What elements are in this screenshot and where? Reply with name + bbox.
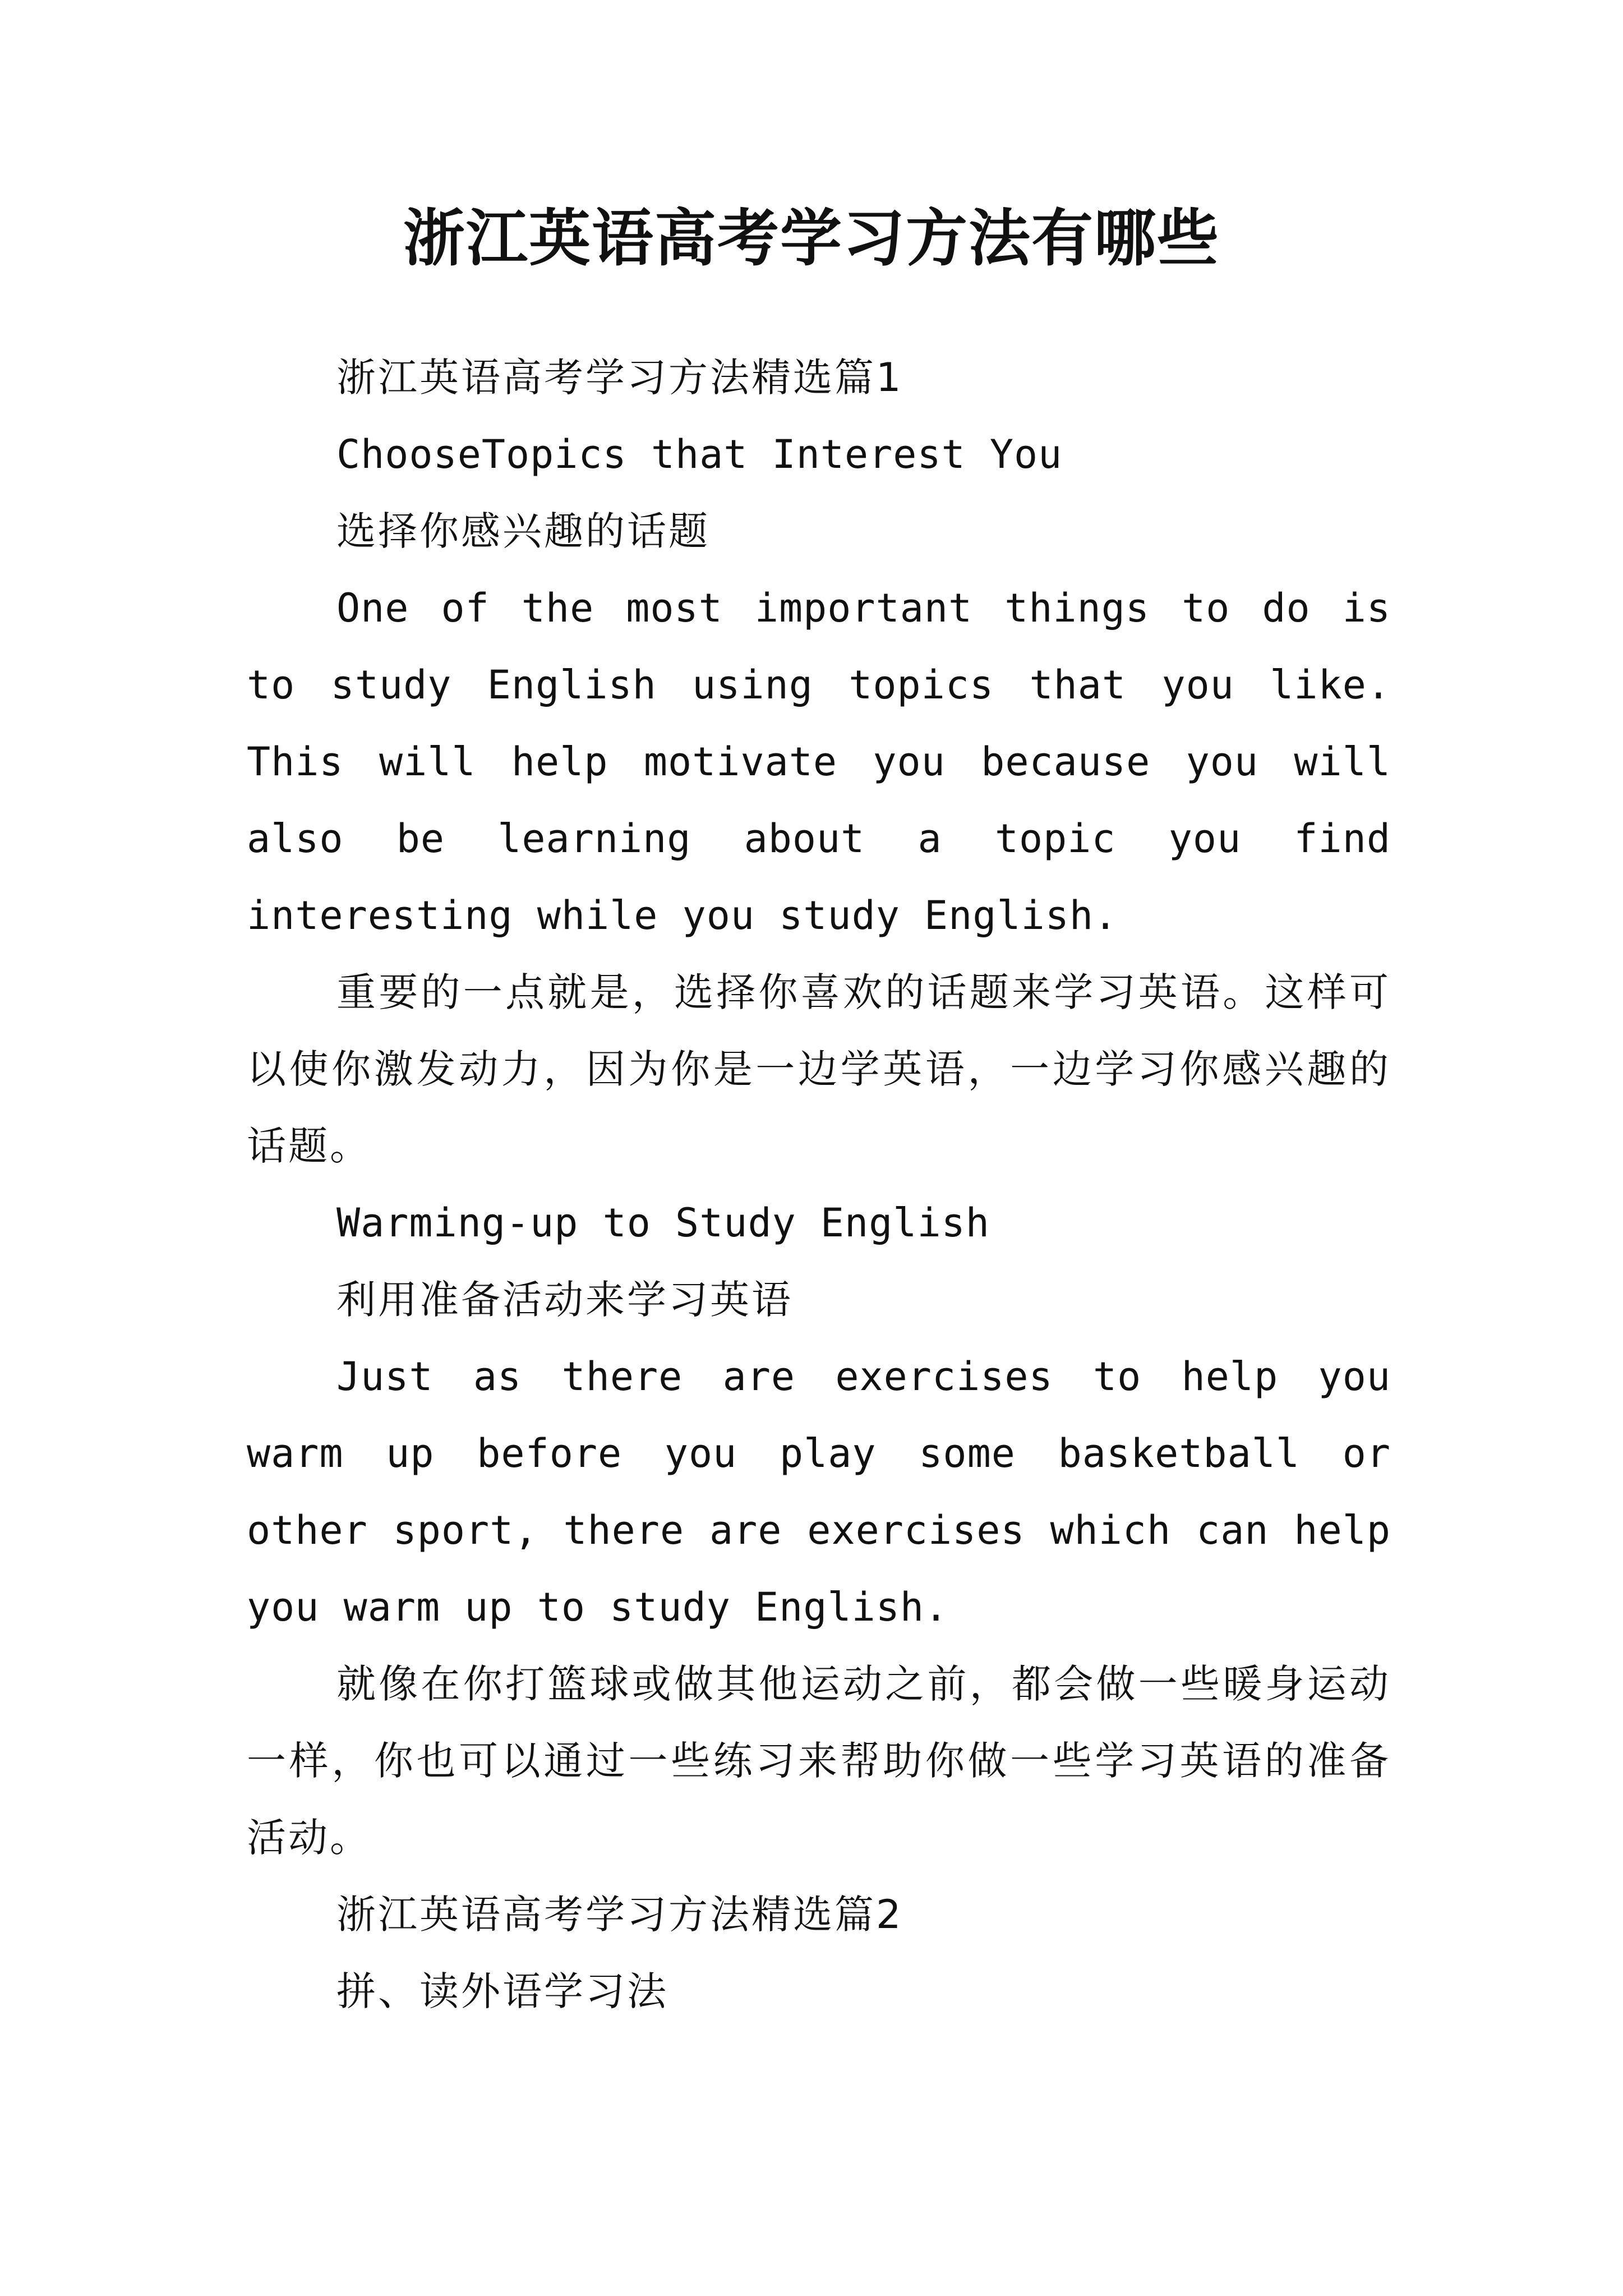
paragraph-choose-topics-en: One of the most important things to do is to study English using topics that you like. This will help motivate you because you will also be learning about a topic you find interesting while you study English.	[247, 585, 1391, 938]
section-heading-2: 浙江英语高考学习方法精选篇2	[336, 1892, 903, 1938]
document-title: 浙江英语高考学习方法有哪些	[403, 202, 1220, 274]
subheading-choose-topics-zh: 选择你感兴趣的话题	[336, 508, 710, 554]
subheading-spell-read: 拼、读外语学习法	[336, 1968, 668, 2014]
paragraph-warming-up-en: Just as there are exercises to help you warm up before you play some basketball or other sport, there are exercises which can help you warm up to study English.	[247, 1354, 1391, 1630]
document-body	[247, 339, 1391, 2030]
paragraph-warming-up-zh: 就像在你打篮球或做其他运动之前，都会做一些暖身运动一样，你也可以通过一些练习来帮助你做一些学习英语的准备活动。	[247, 1661, 1391, 1861]
section-heading-1: 浙江英语高考学习方法精选篇1	[336, 355, 903, 401]
subheading-choose-topics: ChooseTopics that Interest You	[336, 431, 1063, 477]
subheading-warming-up-zh: 利用准备活动来学习英语	[336, 1277, 793, 1323]
subheading-warming-up: Warming-up to Study English	[336, 1200, 990, 1246]
paragraph-choose-topics-zh: 重要的一点就是，选择你喜欢的话题来学习英语。这样可以使你激发动力，因为你是一边学英语，一边学习你感兴趣的话题。	[247, 969, 1391, 1169]
